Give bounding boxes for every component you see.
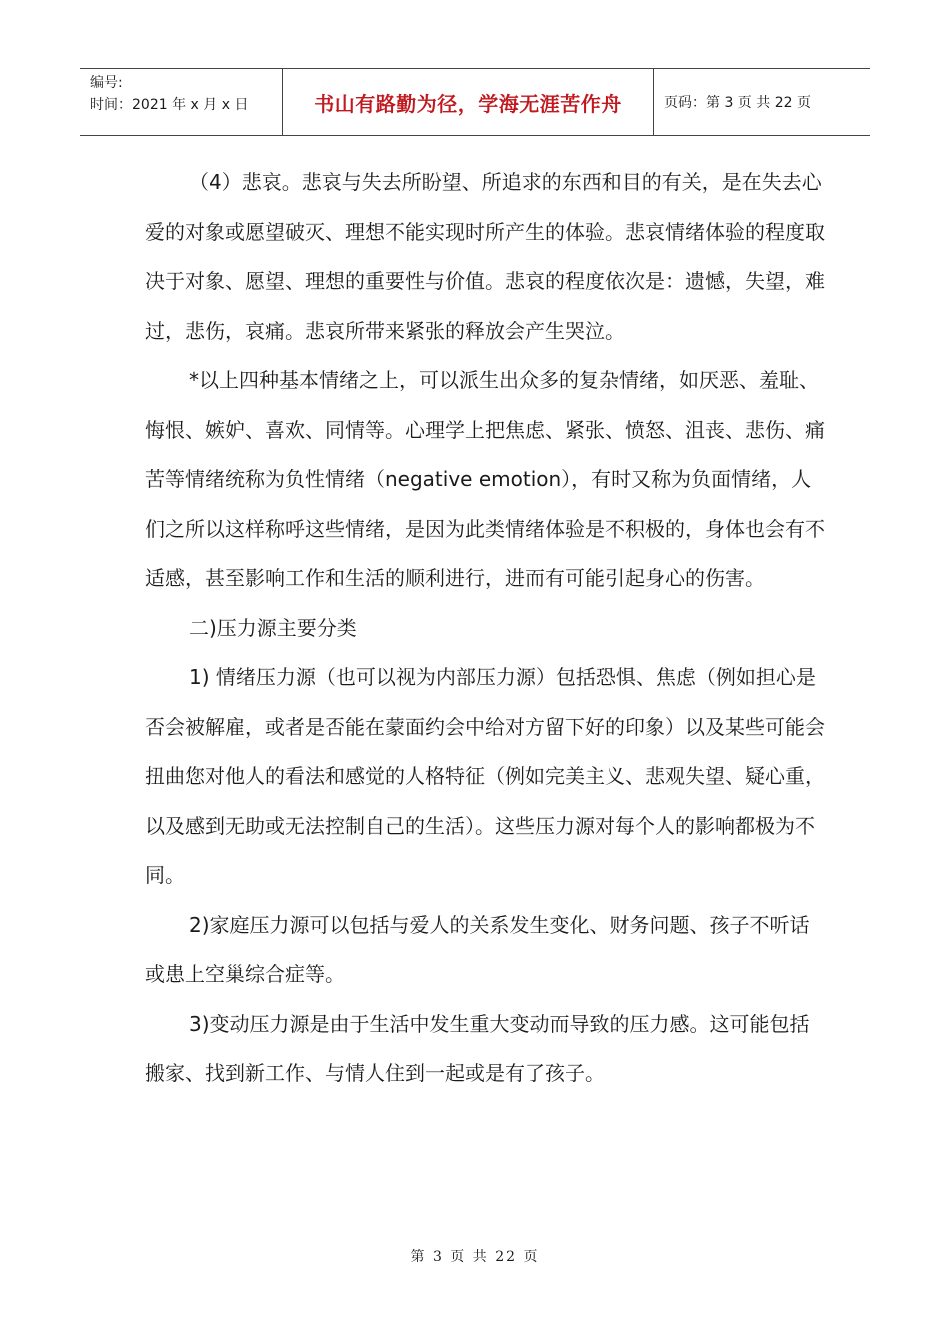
- header-meta: [80, 69, 282, 135]
- paragraph-change-stressors: 3)变动压力源是由于生活中发生重大变动而导致的压力感。这可能包括搬家、找到新工作、与情人住到一起或是有了孩子。: [145, 1011, 810, 1085]
- paragraph-emotional-stressors: 1) 情绪压力源（也可以视为内部压力源）包括恐惧、焦虑（例如担心是否会被解雇，或者是否能在蒙面约会中给对方留下好的印象）以及某些可能会扭曲您对他人的看法和感觉的人格特征（例如完美主义、悲观失望、疑心重，以及感到无助或无法控制自己的生活）。这些压力源对每个人的影响都极为不同。: [145, 665, 825, 887]
- paragraph-family-stressors: 2)家庭压力源可以包括与爱人的关系发生变化、财务问题、孩子不听话或患上空巢综合症等。: [145, 912, 810, 986]
- page-footer: 第 3 页 共 22 页: [410, 1249, 540, 1265]
- document-date-label: 时间：2021 年 x 月 x 日: [90, 97, 249, 113]
- section-heading-stressor-types: 二)压力源主要分类: [189, 615, 357, 640]
- document-number-label: 编号:: [90, 75, 123, 91]
- page-header: [80, 68, 870, 136]
- document-body: [145, 158, 825, 1099]
- header-page-info: 页码：第 3 页 共 22 页: [664, 95, 811, 111]
- header-motto: 书山有路勤为径，学海无涯苦作舟: [282, 69, 654, 135]
- paragraph-sadness: （4）悲哀。悲哀与失去所盼望、所追求的东西和目的有关，是在失去心爱的对象或愿望破灭、理想不能实现时所产生的体验。悲哀情绪体验的程度取决于对象、愿望、理想的重要性与价值。悲哀的程度依次是：遗憾，失望，难过，悲伤，哀痛。悲哀所带来紧张的释放会产生哭泣。: [145, 170, 825, 343]
- paragraph-negative-emotions: *以上四种基本情绪之上，可以派生出众多的复杂情绪，如厌恶、羞耻、悔恨、嫉妒、喜欢、同情等。心理学上把焦虑、紧张、愤怒、沮丧、悲伤、痛苦等情绪统称为负性情绪（negative emotion），有时又称为负面情绪，人们之所以这样称呼这些情绪，是因为此类情绪体验是不积极的，身体也会有不适感，甚至影响工作和生活的顺利进行，进而有可能引起身心的伤害。: [145, 368, 825, 590]
